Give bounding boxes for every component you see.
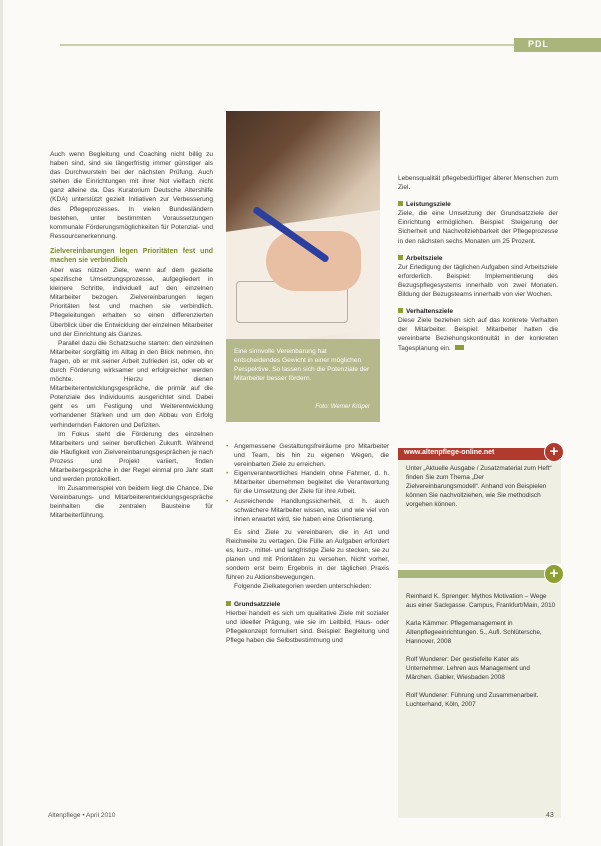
end-mark-icon — [455, 345, 464, 350]
bullet-item: • Ausreichende Handlungssicherheit, d. h. auch schwächere Mitarbeiter wissen, was und wie viel von ihnen erwartet wird, sie haben eine Orientierung. — [226, 497, 389, 524]
subheading: Zielvereinbarungen legen Prioritäten fest und machen sie verbindlich — [50, 247, 213, 265]
section-heading-text: Leistungsziele — [406, 201, 451, 209]
body-paragraph: Hierbei handelt es sich um qualitative Ziele mit sozialer und ideeller Prägung, wie sie im Leitbild, Haus- oder Pflegekonzept formuliert sind. Beispiel: Begleitung und Pflege haben die Selbstbestimmung und — [226, 609, 389, 644]
body-paragraph: Ziele, die eine Umsetzung der Grundsatzziele der Einrichtung ermöglichen. Beispiel: Steigerung der Sicherheit und Nachvollziehbarkeit der Pflegeprozesse in den nächsten sechs Monaten um 25 Prozent. — [398, 210, 558, 245]
square-bullet-icon — [398, 308, 403, 313]
column-right — [398, 174, 558, 353]
footer-issue: Altenpflege • April 2010 — [48, 812, 116, 819]
url-bar — [398, 448, 561, 460]
box-top-bar — [398, 570, 561, 578]
body-paragraph: Lebensqualität pflegebedürftiger älterer Menschen zum Ziel. — [398, 175, 558, 192]
page-number: 43 — [546, 812, 554, 819]
section-heading-text: Verhaltensziele — [406, 308, 453, 316]
square-bullet-icon — [226, 601, 231, 606]
header-rule — [60, 44, 514, 46]
section-heading — [398, 254, 558, 263]
intro-paragraph: Auch wenn Begleitung und Coaching nicht billig zu haben sind, sind sie längerfristig immer günstiger als das Durchwursteln bei der nächsten Prüfung. Auch stehen die Einrichtungen mit ihrer Not vielfach nicht ganz alleine da. Das Kuratorium Deutsche Altershilfe (KDA) unterstützt gezielt Initiativen zur Verbesserung des Pflegeprozesses. In vielen Bundesländern bestehen, unter bestimmten Voraussetzungen kommunale Förderungsmöglichkeiten für Potenzial- und Ressourcenerkennung. — [50, 151, 213, 240]
body-paragraph: Im Zusammenspiel von beidem liegt die Chance. Die Vereinbarungs- und Mitarbeiterentwicklungsgespräche beinhalten die zentralen Bausteine für Mitarbeiterführung. — [50, 485, 213, 520]
reference-item: Karla Kämmer: Pflegemanagement in Altenpflegeeinrichtungen. 5., Aufl. Schlütersche, Hannover, 2008 — [406, 620, 542, 645]
section-heading — [398, 200, 558, 209]
section-tab — [514, 38, 601, 52]
reference-list — [406, 592, 556, 718]
section-heading — [226, 600, 389, 609]
body-text: Diese Ziele beziehen sich auf das konkrete Verhalten der Mitarbeiter. Beispiel: Mitarbeiter halten die vereinbarte Beziehungskontinuität in der konkreten Tagesplanung ein. — [398, 317, 558, 352]
square-bullet-icon — [398, 201, 403, 206]
body-paragraph: Parallel dazu die Schatzsuche starten: den einzelnen Mitarbeiter sorgfältig im Alltag in den Blick nehmen, ihn fragen, ob er mit seiner Arbeit zufrieden ist, oder ob er durch Förderung wirksamer und erfolgreicher werden möchte. Hierzu dienen Mitarbeiterentwicklungsgespräche, die primär auf die Potenziale des Individuums ausgerichtet sind. Dabei geht es um Festigung und Weiterentwicklung vorhandener Stärken und um den Abbau von Erfolg verhindernden Faktoren und Defiziten. — [50, 339, 213, 429]
plus-icon: + — [544, 442, 564, 462]
column-middle — [226, 442, 389, 645]
square-bullet-icon — [398, 255, 403, 260]
body-paragraph — [398, 316, 558, 352]
online-info-box — [398, 443, 561, 564]
column-left — [50, 150, 213, 521]
info-text: Unter „Aktuelle Ausgabe / Zusatzmaterial zum Heft“ finden Sie zum Thema „Der Zielvereinbarungsmodell“. Anhand von Beispielen können Sie nachvollziehen, wie Sie methodisch vorgehen können. — [406, 465, 552, 508]
reference-item: Rolf Wunderer: Führung und Zusammenarbeit. Luchterhand, Köln, 2007 — [406, 692, 539, 708]
section-heading-text: Grundsatzziele — [234, 600, 281, 608]
bullet-item: • Eigenverantwortliches Handeln ohne Fahrner, d. h. Mitarbeiter übernehmen begleitet die Verantwortung für die Umsetzung der Ziele für ihre Arbeit. — [226, 469, 389, 496]
body-paragraph: Im Fokus steht die Förderung des einzelnen Mitarbeiters und seiner beruflichen Zukunft. Während die Häufigkeit von Zielvereinbarungsgesprächen je nach Prozess und Projekt variiert, finden Mitarbeitergespräche in der Regel einmal pro Jahr statt und werden protokolliert. — [50, 430, 213, 484]
photo-credit: Foto: Werner Krüper — [315, 404, 370, 410]
section-heading-text: Arbeitsziele — [406, 254, 443, 262]
bullet-item: • Angemessene Gestaltungsfreiräume pro Mitarbeiter und Team, bis hin zu eigenen Wegen, die vereinbarten Ziele zu erreichen. — [226, 442, 389, 469]
body-paragraph: Es sind Ziele zu vereinbaren, die in Art und Reichweite zu vertagen. Die Fülle an Aufgaben erfordert es, kurz-, mittel- und langfristige Ziele zu stecken, sie zu planen und mit Prioritäten zu versehen. Nicht vorher, sondern erst beim Ergebnis in der täglichen Praxis führen zu Aktionsbewegungen. — [226, 528, 389, 582]
photo-hand — [266, 231, 361, 291]
body-paragraph: Aber was nützen Ziele, wenn auf dem gezielte spezifische Umsetzungsprozesse, aufgegliedert in kleinere Schritte, individuell auf den einzelnen Mitarbeiter bezogen. Zielvereinbarungen legen Prioritäten fest und machen sie verbindlich. Pflegeleitungen erhalten so einen differenzierten Überblick über die Entwicklung der einzelnen Mitarbeiter und der Einrichtung als Ganzes. — [50, 266, 213, 338]
reference-item: Rolf Wunderer: Der gestiefelte Kater als Unternehmer. Lehren aus Management und Märchen. Gabler, Wiesbaden 2008 — [406, 656, 530, 681]
body-paragraph: Zur Erledigung der täglichen Aufgaben sind Arbeitsziele erforderlich. Beispiel: Implementierung des Bezugspflegesystems innerhalb von zwei Monaten. Bildung der Bezugsteams innerhalb von vier Wochen. — [398, 263, 558, 299]
reference-item: Reinhard K. Sprenger: Mythos Motivation – Wege aus einer Sackgasse. Campus, Frankfurt/Main, 2010 — [406, 593, 556, 609]
body-paragraph: Folgende Zielkategorien werden unterschieden: — [234, 583, 372, 591]
url-link[interactable]: www.altenpflege-online.net — [404, 449, 495, 456]
article-photo — [226, 111, 380, 339]
literature-box — [398, 565, 561, 818]
section-label: PDL — [528, 39, 549, 49]
photo-caption — [226, 339, 380, 422]
section-heading — [398, 307, 558, 316]
caption-text: Eine sinnvolle Vereinbarung hat entscheidendes Gewicht in einer möglichen Perspektive. So lassen sich die Potenziale der Mitarbeiter besser fördern. — [234, 348, 370, 382]
plus-icon: + — [544, 564, 564, 584]
